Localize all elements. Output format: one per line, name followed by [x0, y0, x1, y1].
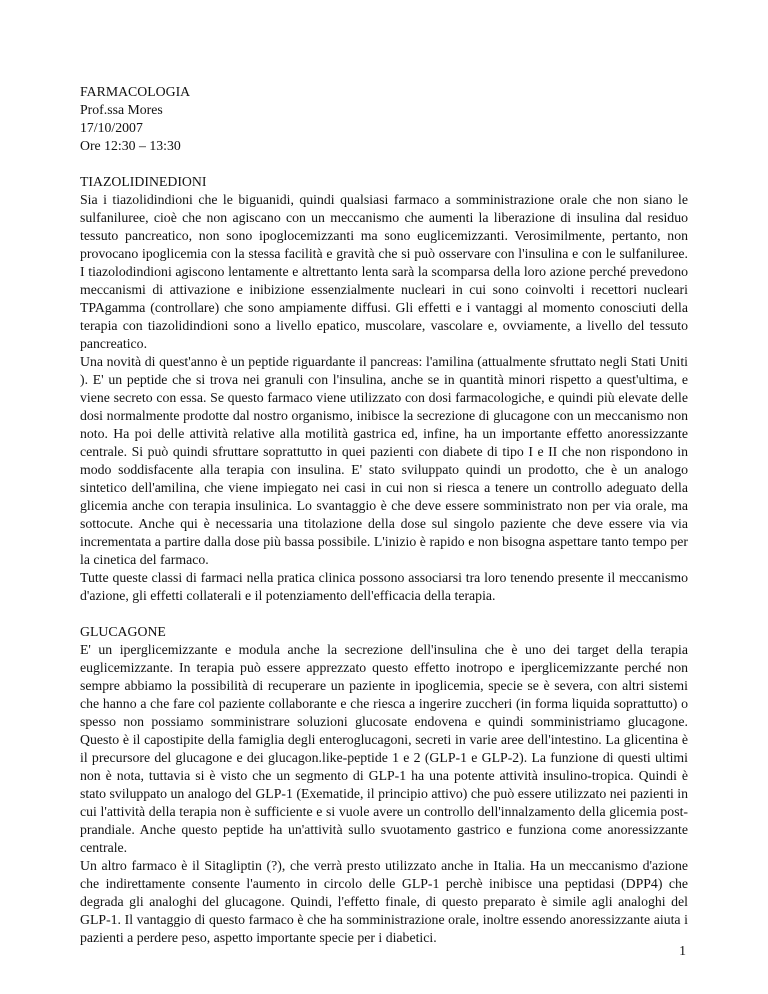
paragraph-glucagone: E' un iperglicemizzante e modula anche la secrezione dell'insulina che è uno dei target della terapia euglicemizzante. In terapia può essere apprezzato questo effetto inotropo e iperglicemizzante perché non sempre abbiamo la possibilità di recuperare un paziente in ipoglicemia, specie se è severa, con altri sistemi che hanno a che fare col paziente collaborante e che riesca a ingerire zuccheri (in forma liquida soprattutto) o spesso non possiamo somministrare soluzioni glucosate endovena e quindi somministriamo glucagone. Questo è il capostipite della famiglia degli enteroglucagoni, secreti in varie aree dell'intestino. La glicentina è il precursore del glucagone e dei glucagon.like-peptide 1 e 2 (GLP-1 e GLP-2). La funzione di questi ultimi non è nota, tuttavia si è visto che un segmento di GLP-1 ha una potente attività insulino-tropica. Quindi è stato sviluppato un analogo del GLP-1 (Exematide, il principio attivo) che può essere utilizzato nei pazienti in cui l'attività della terapia non è sufficiente e si vuole avere un controllo dell'innalzamento della glicemia post-prandiale. Anche questo peptide ha un'attività sullo svuotamento gastrico e funziona come anoressizzante centrale. [80, 642, 688, 855]
spacer [80, 155, 688, 173]
professor-name: Prof.ssa Mores [80, 102, 163, 117]
lecture-date: 17/10/2007 [80, 120, 143, 135]
paragraph-tiazolidindioni-intro: Sia i tiazolidindioni che le biguanidi, quindi qualsiasi farmaco a somministrazione orale che non siano le sulfaniluree, cioè che non agiscano con un meccanismo che aumenti la liberazione di insulina dal residuo tessuto pancreatico, non sono ipoglocemizzanti ma sono euglicemizzanti. Verosimilmente, pertanto, non provocano ipoglicemia con la stessa facilità e gravità che si può osservare con l'insulina e con le sulfaniluree. I tiazolodindioni agiscono lentamente e altrettanto lenta sarà la scomparsa della loro azione perché prevedono meccanismi di attivazione e inibizione essenzialmente nucleari in cui sono coinvolti i recettori nucleari TPAgamma (controllare) che sono ampiamente diffusi. Gli effetti e i vantaggi al momento conosciuti della terapia con tiazolidindioni sono a livello epatico, muscolare, vascolare e, ovviamente, a livello del tessuto pancreatico. [80, 192, 688, 351]
section-heading-glucagone: GLUCAGONE [80, 624, 166, 639]
paragraph-associazioni: Tutte queste classi di farmaci nella pratica clinica possono associarsi tra loro tenendo presente il meccanismo d'azione, gli effetti collaterali e il potenziamento dell'efficacia della terapia. [80, 570, 688, 603]
paragraph-sitagliptin: Un altro farmaco è il Sitagliptin (?), che verrà presto utilizzato anche in Italia. Ha un meccanismo d'azione che indirettamente consente l'aumento in circolo delle GLP-1 perchè inibisce una peptidasi (DPP4) che degrada gli analoghi del glucagone. Quindi, l'effetto finale, di questo preparato è simile agli analoghi del GLP-1. Il vantaggio di questo farmaco è che ha somministrazione orale, inoltre essendo anoressizzante aiuta i pazienti a perdere peso, aspetto importante specie per i diabetici. [80, 858, 688, 945]
lecture-time: Ore 12:30 – 13:30 [80, 138, 181, 153]
section-heading-tiazolidinedioni: TIAZOLIDINEDIONI [80, 174, 207, 189]
page-number: 1 [679, 943, 686, 958]
spacer [80, 605, 688, 623]
paragraph-amilina: Una novità di quest'anno è un peptide riguardante il pancreas: l'amilina (attualmente sfruttato negli Stati Uniti ). E' un peptide che si trova nei granuli con l'insulina, anche se in quantità minori rispetto a quest'ultima, e viene secreto con essa. Se questo farmaco viene utilizzato con dosi farmacologiche, e quindi più elevate delle dosi normalmente prodotte dal nostro organismo, inibisce la secrezione di glucagone con un meccanismo non noto. Ha poi delle attività relative alla motilità gastrica ed, infine, ha un importante effetto anoressizzante centrale. Si può quindi sfruttare soprattutto in quei pazienti con diabete di tipo I e II che non rispondono in modo soddisfacente alla terapia con insulina. E' stato sviluppato quindi un prodotto, che è un analogo sintetico dell'amilina, che viene impiegato nei casi in cui non si riesca a tenere un controllo adeguato della glicemia anche con terapia insulinica. Lo svantaggio è che deve essere somministrato non per via orale, ma sottocute. Anche qui è necessaria una titolazione della dose sul singolo paziente che deve essere via via incrementata a partire dalla dose più bassa possibile. L'inizio è rapido e non bisogna aspettare tanto tempo per la cinetica del farmaco. [80, 354, 688, 567]
course-title: FARMACOLOGIA [80, 84, 191, 99]
document-page [80, 83, 688, 947]
